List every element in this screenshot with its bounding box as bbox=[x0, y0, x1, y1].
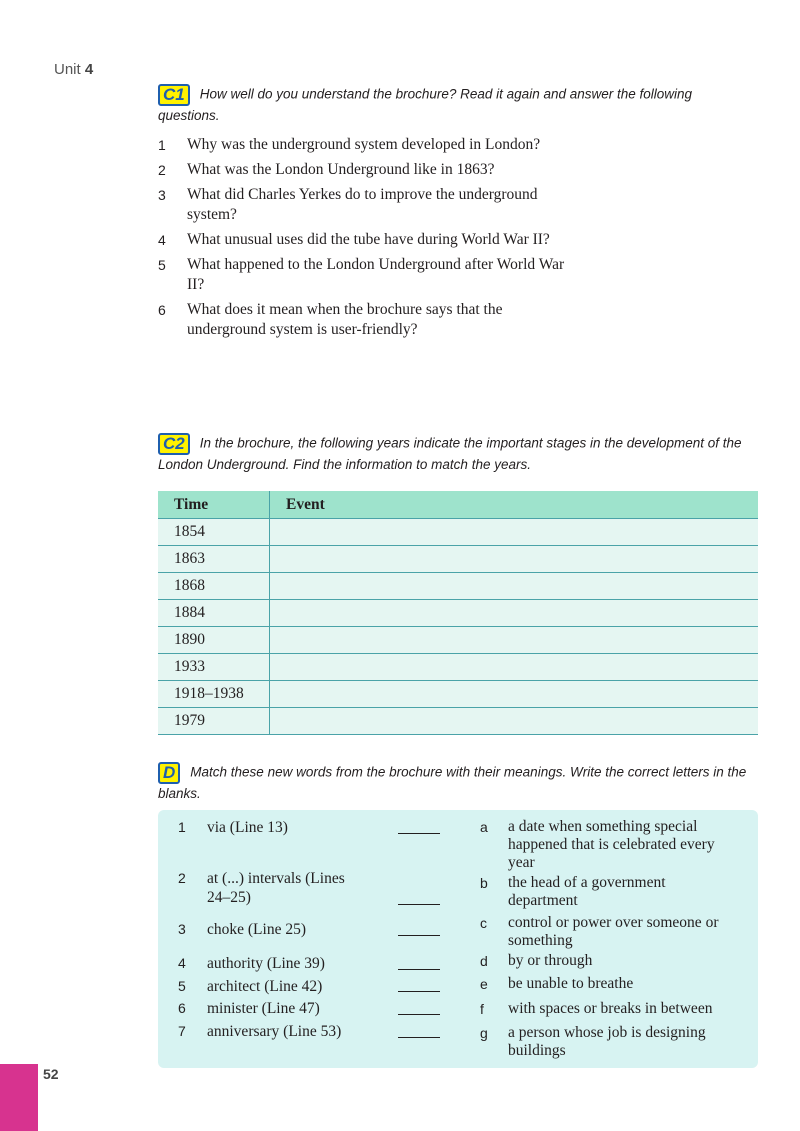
c1-instruction-text: How well do you understand the brochure? Read it again and answer the following questions. bbox=[158, 86, 693, 123]
c2-instruction bbox=[158, 433, 758, 475]
word-item: 6 minister (Line 47) bbox=[178, 1000, 320, 1017]
event-cell[interactable] bbox=[270, 654, 759, 681]
time-cell: 1863 bbox=[158, 546, 270, 573]
question-item: 2 What was the London Underground like in 1863? bbox=[158, 161, 495, 178]
time-header: Time bbox=[158, 491, 270, 519]
d-badge: D bbox=[158, 762, 180, 784]
word-item: 2 at (...) intervals (Lines 24–25) bbox=[178, 870, 345, 906]
page-color-bar bbox=[0, 1064, 38, 1131]
time-cell: 1933 bbox=[158, 654, 270, 681]
event-cell[interactable] bbox=[270, 627, 759, 654]
time-cell: 1890 bbox=[158, 627, 270, 654]
table-row bbox=[158, 600, 758, 627]
c1-instruction bbox=[158, 84, 748, 126]
event-cell[interactable] bbox=[270, 681, 759, 708]
event-cell[interactable] bbox=[270, 519, 759, 546]
time-cell: 1868 bbox=[158, 573, 270, 600]
unit-label bbox=[54, 61, 93, 78]
meaning-item: g a person whose job is designing buildings bbox=[480, 1024, 706, 1059]
meaning-item: f with spaces or breaks in between bbox=[480, 1000, 713, 1017]
unit-number: 4 bbox=[84, 61, 94, 78]
answer-blank[interactable] bbox=[398, 935, 440, 936]
question-item: 1 Why was the underground system developed in London? bbox=[158, 136, 541, 153]
matching-box bbox=[158, 810, 758, 1068]
answer-blank[interactable] bbox=[398, 969, 440, 970]
table-row bbox=[158, 708, 758, 735]
meaning-item: e be unable to breathe bbox=[480, 975, 634, 992]
meaning-item: c control or power over someone or something bbox=[480, 914, 719, 949]
answer-blank[interactable] bbox=[398, 1014, 440, 1015]
c2-badge: C2 bbox=[158, 433, 190, 455]
word-item: 7 anniversary (Line 53) bbox=[178, 1023, 342, 1040]
word-item: 3 choke (Line 25) bbox=[178, 921, 306, 938]
d-instruction bbox=[158, 762, 748, 804]
question-item: 6 What does it mean when the brochure says that the underground system is user-friendly? bbox=[158, 301, 503, 338]
meaning-item: a a date when something special happened that is celebrated every year bbox=[480, 818, 715, 871]
answer-blank[interactable] bbox=[398, 833, 440, 834]
table-row bbox=[158, 546, 758, 573]
event-cell[interactable] bbox=[270, 546, 759, 573]
word-item: 4 authority (Line 39) bbox=[178, 955, 325, 972]
event-cell[interactable] bbox=[270, 573, 759, 600]
c2-instruction-text: In the brochure, the following years indicate the important stages in the development of the London Underground. Find the information to match the years. bbox=[158, 435, 742, 472]
answer-blank[interactable] bbox=[398, 904, 440, 905]
question-item: 3 What did Charles Yerkes do to improve the underground system? bbox=[158, 186, 538, 223]
time-cell: 1979 bbox=[158, 708, 270, 735]
table-header-row bbox=[158, 491, 758, 519]
meaning-item: d by or through bbox=[480, 952, 593, 969]
question-item: 4 What unusual uses did the tube have during World War II? bbox=[158, 231, 550, 248]
years-table bbox=[158, 491, 758, 735]
time-cell: 1918–1938 bbox=[158, 681, 270, 708]
word-item: 5 architect (Line 42) bbox=[178, 978, 323, 995]
time-cell: 1854 bbox=[158, 519, 270, 546]
event-cell[interactable] bbox=[270, 708, 759, 735]
d-instruction-text: Match these new words from the brochure with their meanings. Write the correct letters in the blanks. bbox=[158, 764, 747, 801]
unit-prefix: Unit bbox=[54, 61, 81, 78]
page-number: 52 bbox=[43, 1066, 59, 1082]
table-row bbox=[158, 627, 758, 654]
table-row bbox=[158, 573, 758, 600]
answer-blank[interactable] bbox=[398, 991, 440, 992]
table-row bbox=[158, 654, 758, 681]
question-item: 5 What happened to the London Underground after World War II? bbox=[158, 256, 565, 293]
c1-badge: C1 bbox=[158, 84, 190, 106]
event-header: Event bbox=[270, 491, 759, 519]
event-cell[interactable] bbox=[270, 600, 759, 627]
time-cell: 1884 bbox=[158, 600, 270, 627]
answer-blank[interactable] bbox=[398, 1037, 440, 1038]
c1-question-list bbox=[158, 135, 578, 345]
table-row bbox=[158, 519, 758, 546]
word-item: 1 via (Line 13) bbox=[178, 819, 288, 836]
meaning-item: b the head of a government department bbox=[480, 874, 666, 909]
table-row bbox=[158, 681, 758, 708]
